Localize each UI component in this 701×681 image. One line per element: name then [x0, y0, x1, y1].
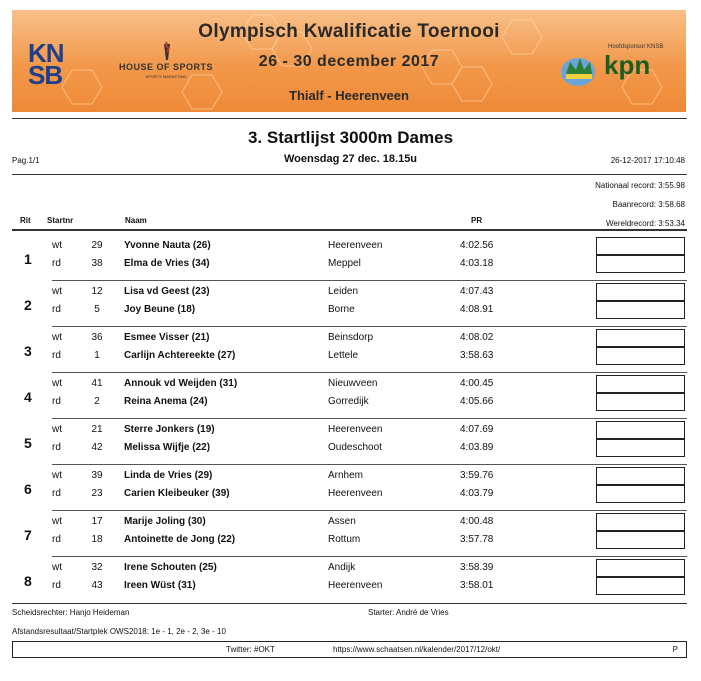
start-number: 36: [91, 332, 103, 343]
column-header-pr: PR: [471, 216, 483, 225]
skater-city: Heerenveen: [328, 488, 383, 499]
skater-name: Joy Beune (18): [124, 304, 196, 315]
skater-row: [52, 330, 592, 346]
skater-row: [52, 284, 592, 300]
result-time-box[interactable]: [596, 347, 685, 365]
race-number: 5: [24, 435, 32, 451]
event-banner: [12, 10, 686, 112]
skater-name: Elma de Vries (34): [124, 258, 210, 269]
lane-color: wt: [52, 424, 62, 435]
start-number: 2: [94, 396, 100, 407]
start-number: 43: [91, 580, 103, 591]
race-separator: [52, 372, 687, 373]
race-row: [12, 421, 687, 465]
race-row: [12, 237, 687, 281]
skater-row: [52, 532, 592, 548]
start-number: 38: [91, 258, 103, 269]
skater-city: Beinsdorp: [328, 332, 374, 343]
skater-row: [52, 486, 592, 502]
skater-name: Lisa vd Geest (23): [124, 286, 210, 297]
skater-name: Annouk vd Weijden (31): [124, 378, 238, 389]
event-dates: 26 - 30 december 2017: [258, 53, 440, 70]
skater-row: [52, 560, 592, 576]
skater-name: Ireen Wüst (31): [124, 580, 196, 591]
start-number: 39: [91, 470, 103, 481]
race-number: 1: [24, 251, 32, 267]
distance-result: Afstandsresultaat/Startplek OWS2018: 1e - 1, 2e - 2, 3e - 10: [12, 627, 226, 636]
skater-name: Esmee Visser (21): [124, 332, 210, 343]
race-separator: [52, 326, 687, 327]
page-title: 3. Startlijst 3000m Dames: [247, 128, 454, 147]
start-number: 21: [91, 424, 103, 435]
race-number: 8: [24, 573, 32, 589]
result-time-box[interactable]: [596, 485, 685, 503]
result-time-box[interactable]: [596, 329, 685, 347]
result-time-box[interactable]: [596, 559, 685, 577]
race-row: [12, 559, 687, 603]
skater-row: [52, 514, 592, 530]
skater-name: Melissa Wijfje (22): [124, 442, 211, 453]
race-row: [12, 513, 687, 557]
divider: [12, 118, 687, 119]
lane-color: rd: [52, 350, 61, 361]
result-time-box[interactable]: [596, 421, 685, 439]
personal-record: 4:08.02: [460, 332, 494, 343]
skater-name: Linda de Vries (29): [124, 470, 213, 481]
skater-name: Yvonne Nauta (26): [124, 240, 211, 251]
personal-record: 4:08.91: [460, 304, 494, 315]
event-venue: Thialf - Heerenveen: [289, 88, 409, 103]
personal-record: 4:07.69: [460, 424, 494, 435]
kpn-logo: [556, 42, 676, 92]
event-title: Olympisch Kwalificatie Toernooi: [198, 21, 500, 42]
race-separator: [52, 280, 687, 281]
result-time-box[interactable]: [596, 577, 685, 595]
skater-city: Oudeschoot: [328, 442, 382, 453]
skater-city: Rottum: [328, 534, 361, 545]
start-number: 18: [91, 534, 103, 545]
lane-color: wt: [52, 240, 62, 251]
skater-name: Reina Anema (24): [124, 396, 208, 407]
personal-record: 4:07.43: [460, 286, 494, 297]
personal-record: 4:03.79: [460, 488, 494, 499]
race-separator: [52, 510, 687, 511]
skater-row: [52, 376, 592, 392]
personal-record: 4:02.56: [460, 240, 494, 251]
race-number: 6: [24, 481, 32, 497]
skater-city: Arnhem: [328, 470, 364, 481]
column-header-naam: Naam: [125, 216, 147, 225]
start-number: 17: [91, 516, 103, 527]
footer-url[interactable]: https://www.schaatsen.nl/kalender/2017/12/okt/: [333, 645, 501, 654]
race-row: [12, 283, 687, 327]
lane-color: rd: [52, 442, 61, 453]
twitter-tag: Twitter: #OKT: [226, 645, 275, 654]
race-row: [12, 375, 687, 419]
lane-color: wt: [52, 332, 62, 343]
lane-color: rd: [52, 580, 61, 591]
referee: Scheidsrechter: Hanjo Heideman: [12, 608, 130, 617]
skater-name: Carlijn Achtereekte (27): [124, 350, 236, 361]
skater-row: [52, 422, 592, 438]
personal-record: 4:00.48: [460, 516, 494, 527]
race-number: 2: [24, 297, 32, 313]
race-separator: [52, 556, 687, 557]
world-record: Wereldrecord: 3:53.34: [605, 219, 685, 228]
start-number: 41: [91, 378, 103, 389]
lane-color: wt: [52, 470, 62, 481]
skater-name: Sterre Jonkers (19): [124, 424, 215, 435]
skater-row: [52, 238, 592, 254]
lane-color: wt: [52, 562, 62, 573]
lane-color: rd: [52, 534, 61, 545]
lane-color: rd: [52, 488, 61, 499]
skater-name: Antoinette de Jong (22): [124, 534, 236, 545]
sponsor-subtitle: SPORTS MARKETING: [145, 74, 187, 79]
race-row: [12, 467, 687, 511]
skater-row: [52, 302, 592, 318]
personal-record: 3:58.01: [460, 580, 494, 591]
track-record: Baanrecord: 3:58.68: [612, 200, 685, 209]
result-time-box[interactable]: [596, 467, 685, 485]
skater-city: Heerenveen: [328, 580, 383, 591]
skater-name: Marije Joling (30): [124, 516, 206, 527]
skater-row: [52, 578, 592, 594]
national-record: Nationaal record: 3:55.98: [595, 181, 685, 190]
skater-city: Leiden: [328, 286, 359, 297]
skater-row: [52, 440, 592, 456]
race-number: 3: [24, 343, 32, 359]
footer-bar: [12, 641, 687, 658]
crown-icon: [556, 48, 600, 88]
column-header-rit: Rit: [20, 216, 31, 225]
result-time-box[interactable]: [596, 283, 685, 301]
skater-city: Assen: [328, 516, 356, 527]
page-marker: P: [672, 645, 678, 654]
personal-record: 3:59.76: [460, 470, 494, 481]
start-number: 12: [91, 286, 103, 297]
start-number: 5: [94, 304, 100, 315]
skater-city: Heerenveen: [328, 424, 383, 435]
skater-city: Heerenveen: [328, 240, 383, 251]
page-number: Pag.1/1: [12, 156, 40, 165]
skater-row: [52, 348, 592, 364]
lane-color: rd: [52, 258, 61, 269]
starter: Starter: André de Vries: [368, 608, 449, 617]
divider: [12, 174, 687, 175]
race-number: 7: [24, 527, 32, 543]
knsb-logo: KN SB: [28, 38, 64, 90]
result-time-box[interactable]: [596, 301, 685, 319]
skater-city: Borne: [328, 304, 355, 315]
skater-name: Carien Kleibeuker (39): [124, 488, 230, 499]
main-sponsor-label: Hoofdsponsor KNSB: [608, 44, 664, 50]
lane-color: wt: [52, 378, 62, 389]
table-end-divider: [12, 603, 687, 604]
skater-city: Lettele: [328, 350, 359, 361]
start-number: 1: [94, 350, 100, 361]
start-number: 42: [91, 442, 103, 453]
skater-row: [52, 468, 592, 484]
result-time-box[interactable]: [596, 393, 685, 411]
column-header-startnr: Startnr: [47, 216, 74, 225]
header-divider: [12, 229, 687, 231]
skater-city: Andijk: [328, 562, 356, 573]
personal-record: 4:00.45: [460, 378, 494, 389]
result-time-box[interactable]: [596, 255, 685, 273]
lane-color: wt: [52, 286, 62, 297]
race-row: [12, 329, 687, 373]
main-sponsor-name: kpn: [604, 50, 651, 80]
start-number: 23: [91, 488, 103, 499]
personal-record: 4:05.66: [460, 396, 494, 407]
race-separator: [52, 464, 687, 465]
skater-city: Meppel: [328, 258, 361, 269]
skater-row: [52, 394, 592, 410]
result-time-box[interactable]: [596, 531, 685, 549]
personal-record: 4:03.18: [460, 258, 494, 269]
personal-record: 3:57.78: [460, 534, 494, 545]
lane-color: rd: [52, 304, 61, 315]
personal-record: 3:58.39: [460, 562, 494, 573]
skater-row: [52, 256, 592, 272]
personal-record: 3:58.63: [460, 350, 494, 361]
skater-city: Gorredijk: [328, 396, 369, 407]
start-number: 29: [91, 240, 103, 251]
sponsor-name: HOUSE OF SPORTS: [118, 62, 213, 72]
start-number: 32: [91, 562, 103, 573]
skater-name: Irene Schouten (25): [124, 562, 217, 573]
result-time-box[interactable]: [596, 375, 685, 393]
lane-color: wt: [52, 516, 62, 527]
personal-record: 4:03.89: [460, 442, 494, 453]
result-time-box[interactable]: [596, 513, 685, 531]
race-number: 4: [24, 389, 32, 405]
result-time-box[interactable]: [596, 439, 685, 457]
race-separator: [52, 418, 687, 419]
skater-city: Nieuwveen: [328, 378, 378, 389]
result-time-box[interactable]: [596, 237, 685, 255]
race-datetime: Woensdag 27 dec. 18.15u: [283, 153, 418, 165]
lane-color: rd: [52, 396, 61, 407]
print-timestamp: 26-12-2017 17:10:48: [610, 156, 685, 165]
